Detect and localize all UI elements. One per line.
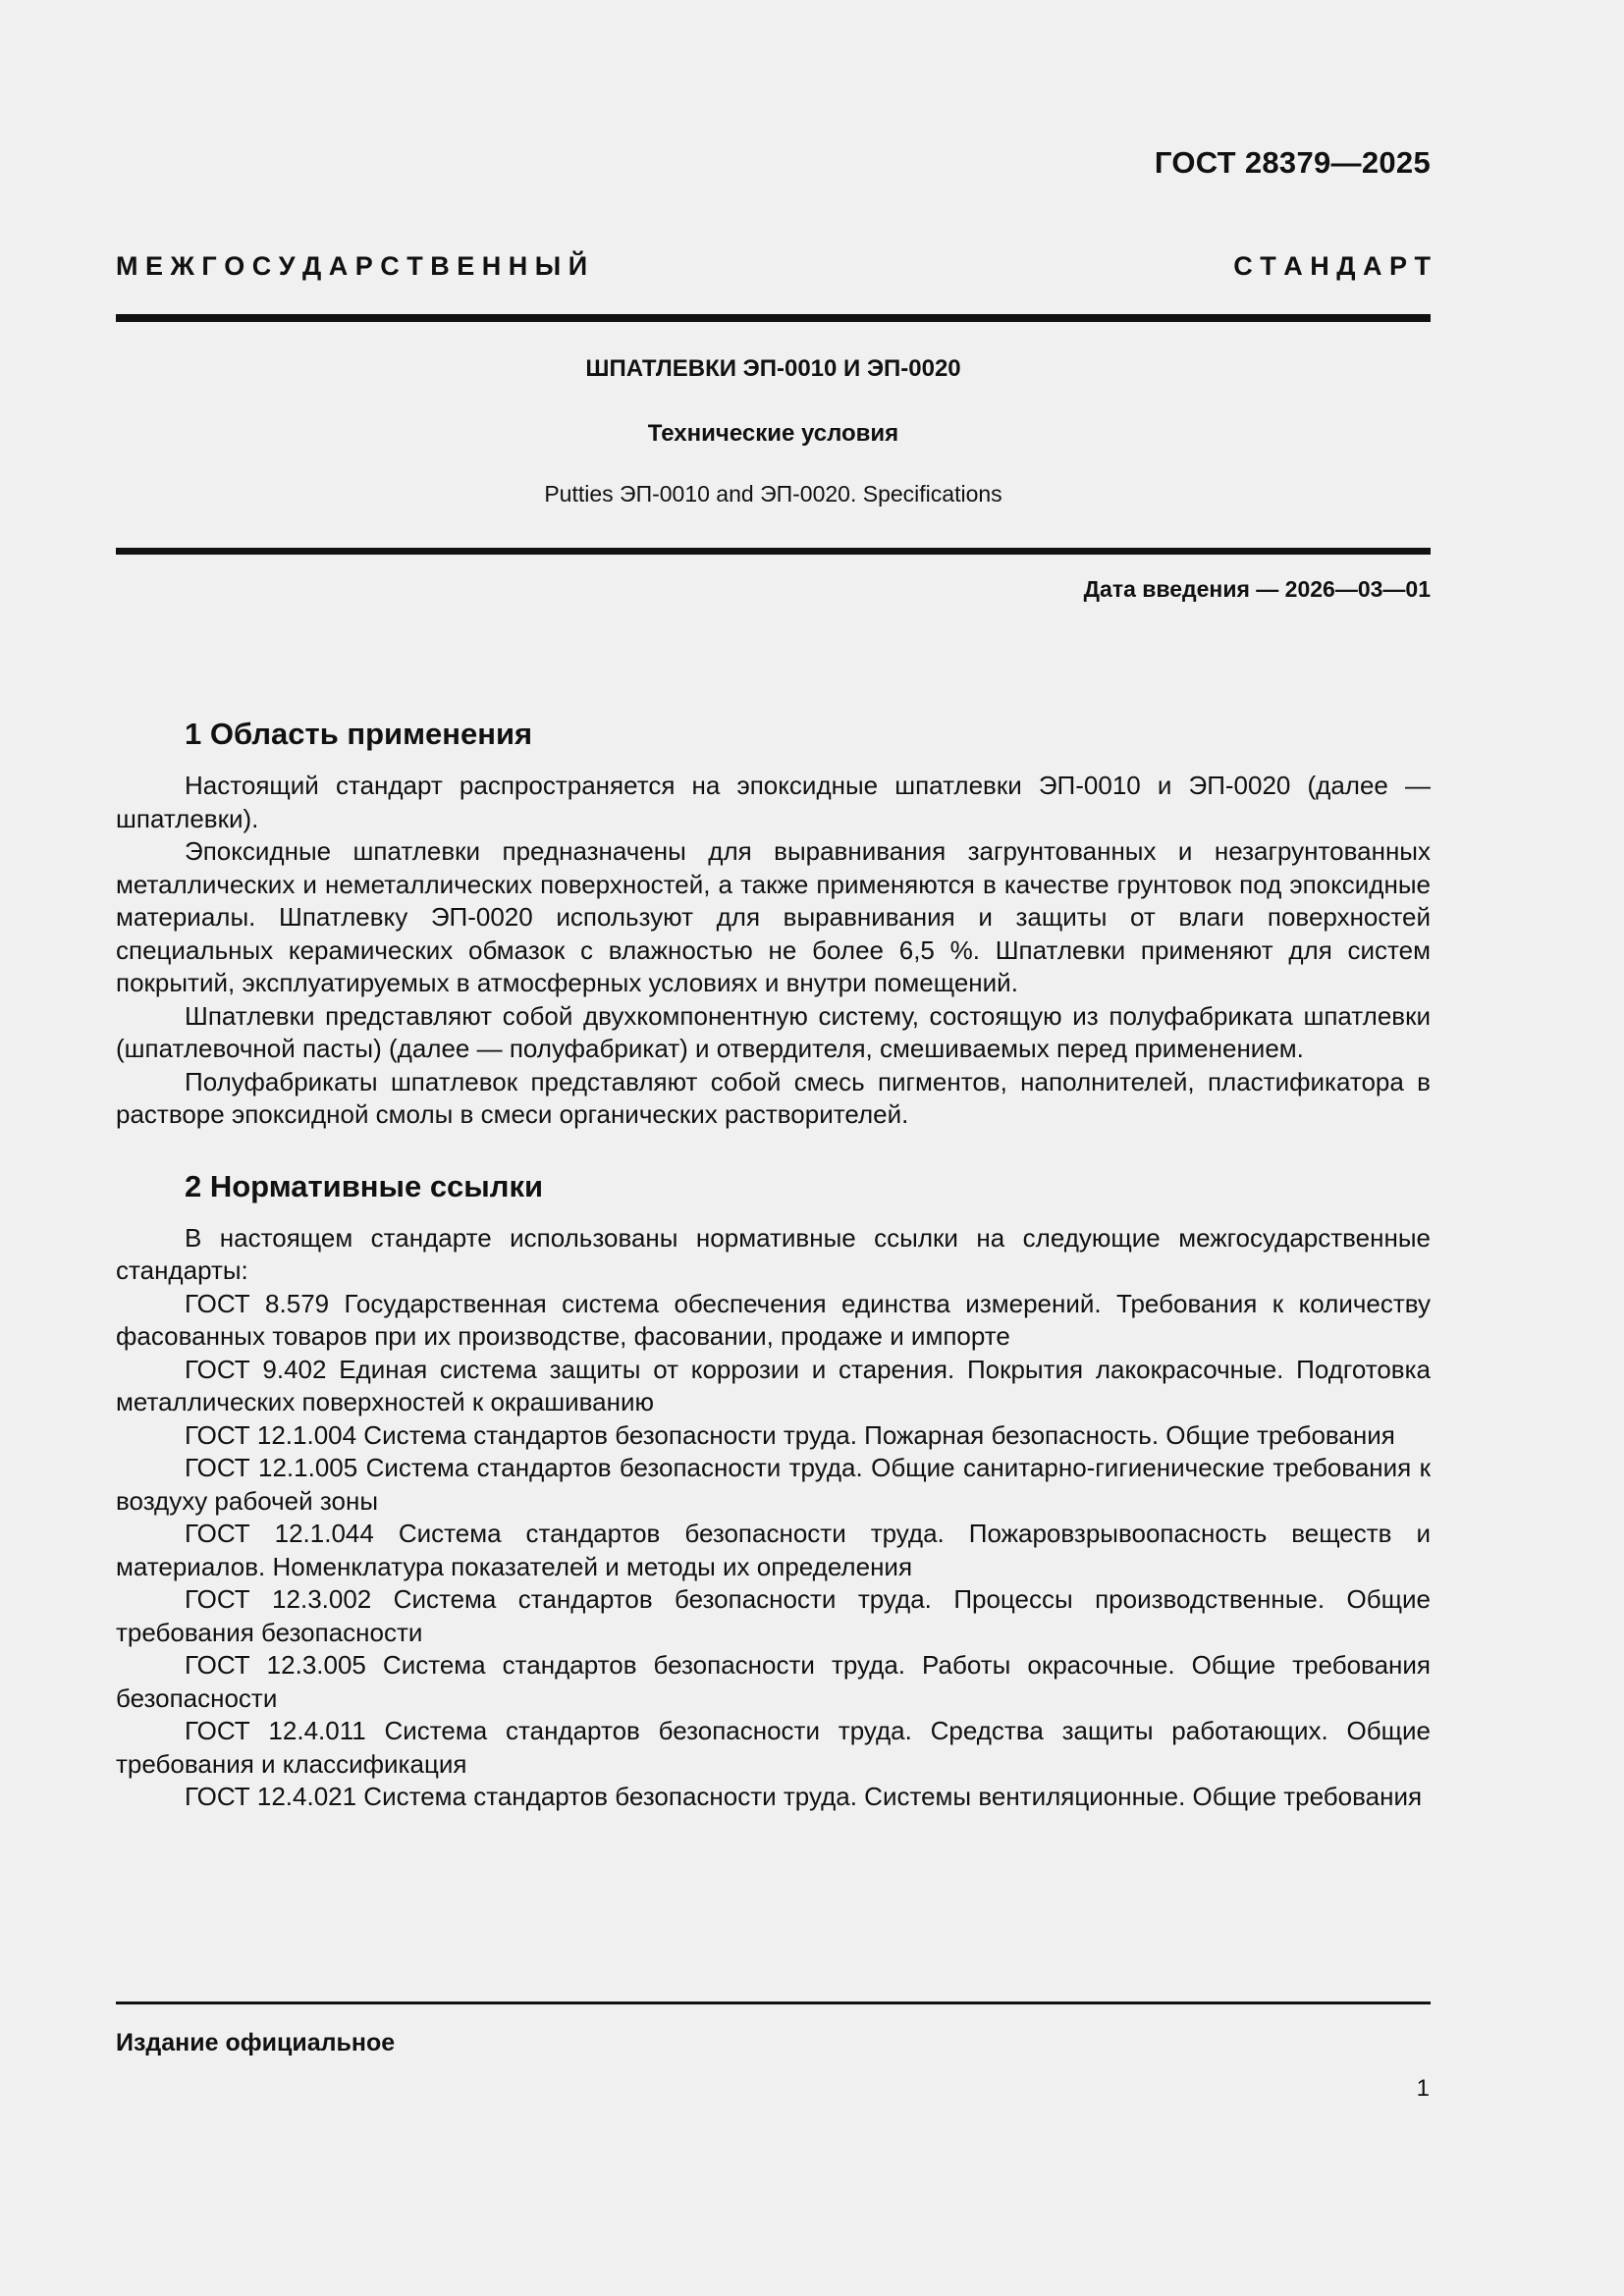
section-scope <box>116 715 1431 1132</box>
reference-item: ГОСТ 12.3.002 Система стандартов безопасности труда. Процессы производственные. Общие требования безопасности <box>116 1584 1431 1647</box>
reference-item: ГОСТ 12.1.005 Система стандартов безопасности труда. Общие санитарно-гигиенические требования к воздуху рабочей зоны <box>116 1453 1431 1516</box>
standard-type-word-1: М Е Ж Г О С У Д А Р С Т В Е Н Н Ы Й <box>116 251 588 281</box>
introduction-date: Дата введения — 2026—03—01 <box>1083 576 1431 602</box>
reference-item: ГОСТ 12.3.005 Система стандартов безопасности труда. Работы окрасочные. Общие требования безопасности <box>116 1650 1431 1713</box>
paragraph: Полуфабрикаты шпатлевок представляют собой смесь пигментов, наполнителей, пластификатора в растворе эпоксидной смолы в смеси органических растворителей. <box>116 1066 1431 1129</box>
standard-type-word-2: С Т А Н Д А Р Т <box>1233 251 1431 281</box>
section-normative-references <box>116 1167 1431 1814</box>
reference-item: ГОСТ 9.402 Единая система защиты от коррозии и старения. Покрытия лакокрасочные. Подготовка металлических поверхностей к окрашиванию <box>116 1354 1431 1416</box>
footer-rule <box>116 2002 1431 2004</box>
section-heading: 1 Область применения <box>185 717 533 751</box>
page-number: 1 <box>1416 2075 1430 2102</box>
reference-item: ГОСТ 8.579 Государственная система обеспечения единства измерений. Требования к количеству фасованных товаров при их производстве, фасовании, продаже и импорте <box>116 1288 1431 1351</box>
official-edition-label: Издание официальное <box>116 2029 396 2056</box>
paragraph: В настоящем стандарте использованы нормативные ссылки на следующие межгосударственные стандарты: <box>116 1222 1431 1285</box>
reference-item: ГОСТ 12.4.021 Система стандартов безопасности труда. Системы вентиляционные. Общие требования <box>185 1782 1423 1811</box>
reference-item: ГОСТ 12.4.011 Система стандартов безопасности труда. Средства защиты работающих. Общие требования и классификация <box>116 1716 1431 1779</box>
document-subtitle: Технические условия <box>647 420 899 447</box>
paragraph: Шпатлевки представляют собой двухкомпонентную систему, состоящую из полуфабриката шпатлевки (шпатлевочной пасты) (далее — полуфабрикат) и отвердителя, смешиваемых перед применением. <box>116 1000 1431 1063</box>
gost-number: ГОСТ 28379—2025 <box>1154 145 1431 180</box>
document-english-title: Putties ЭП-0010 and ЭП-0020. Specifications <box>544 481 1002 507</box>
title-rule <box>116 548 1431 555</box>
reference-item: ГОСТ 12.1.044 Система стандартов безопасности труда. Пожаровзрывоопасность веществ и материалов. Номенклатура показателей и методы их определения <box>116 1519 1431 1581</box>
top-rule <box>116 314 1431 322</box>
reference-item: ГОСТ 12.1.004 Система стандартов безопасности труда. Пожарная безопасность. Общие требования <box>185 1419 1395 1450</box>
paragraph: Настоящий стандарт распространяется на эпоксидные шпатлевки ЭП-0010 и ЭП-0020 (далее — шпатлевки). <box>116 771 1431 833</box>
document-body <box>116 715 1431 1814</box>
section-heading: 2 Нормативные ссылки <box>185 1168 544 1203</box>
document-title: ШПАТЛЕВКИ ЭП-0010 И ЭП-0020 <box>585 355 961 382</box>
standard-type-heading <box>116 251 1431 282</box>
paragraph: Эпоксидные шпатлевки предназначены для выравнивания загрунтованных и незагрунтованных металлических и неметаллических поверхностей, а также применяются в качестве грунтовок под эпоксидные материалы. Шпатлевку ЭП-0020 используют для выравнивания и защиты от влаги поверхностей специальных керамических обмазок с влажностью не более 6,5 %. Шпатлевки применяют для систем покрытий, эксплуатируемых в атмосферных условиях и внутри помещений. <box>116 836 1431 997</box>
